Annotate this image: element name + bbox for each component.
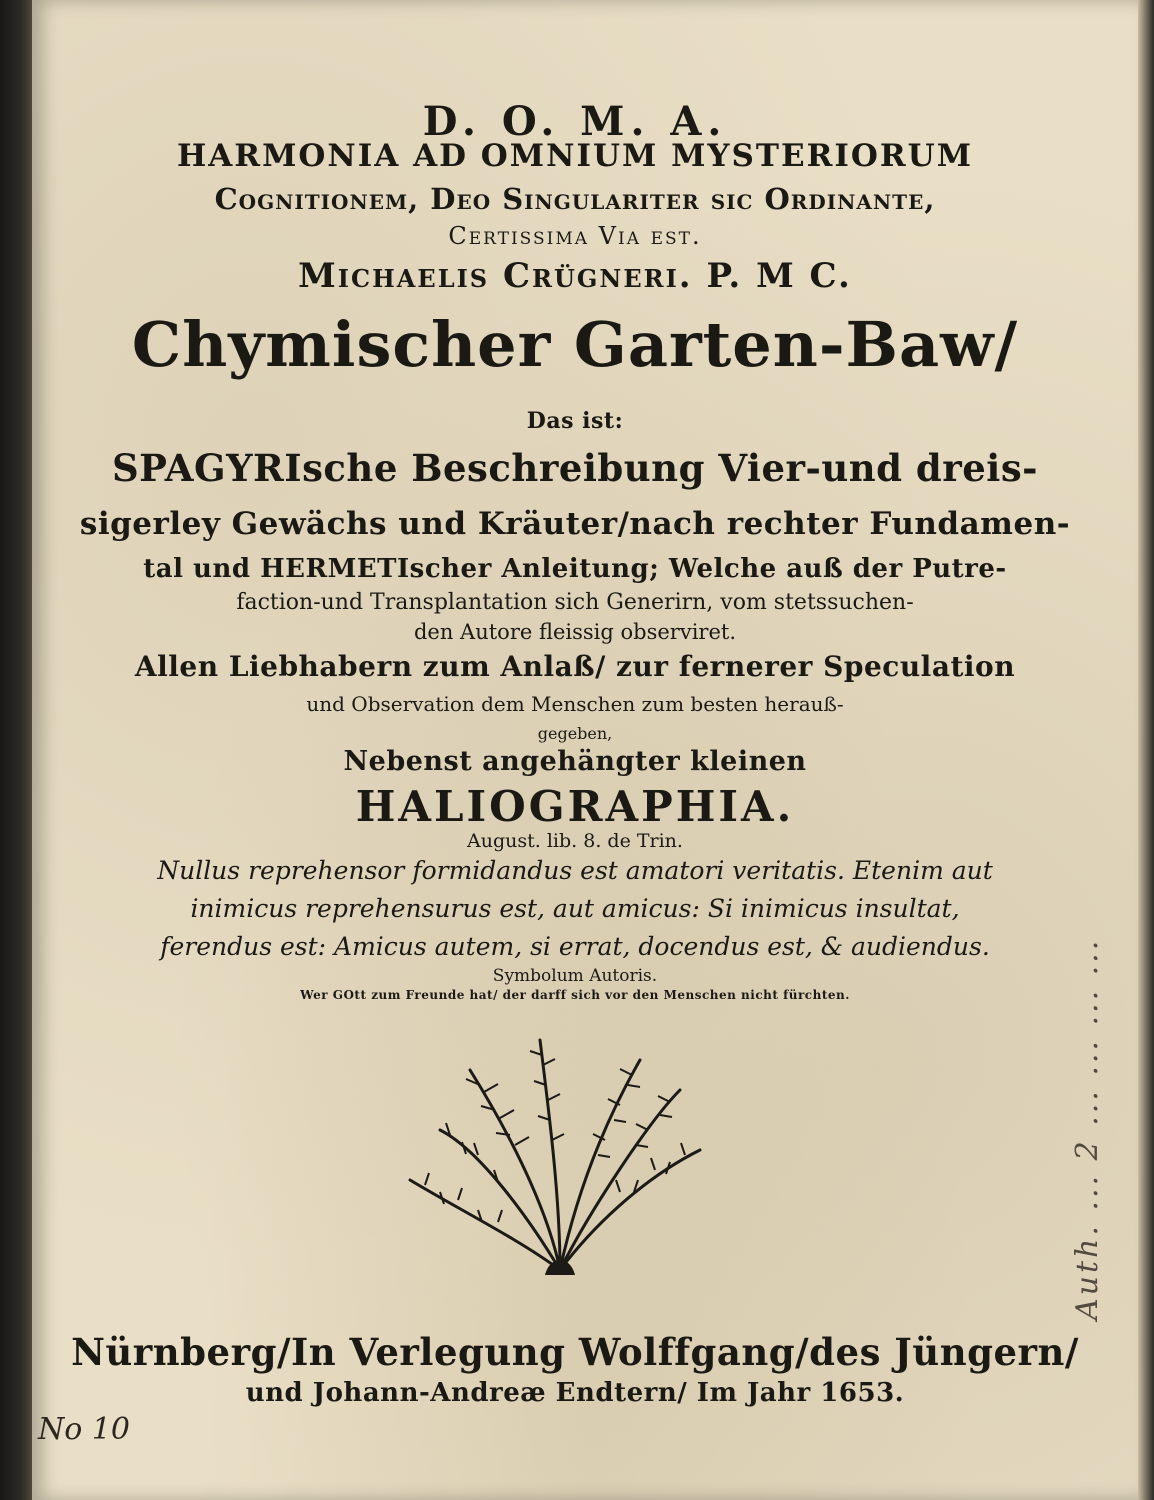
main-title: Chymischer Garten-Baw/ — [131, 308, 1019, 381]
das-ist-line: Das ist: — [526, 408, 624, 434]
haliographia-heading: HALIOGRAPHIA. — [355, 782, 795, 831]
shelf-mark: No 10 — [38, 1412, 131, 1447]
certissima-line: Certissima Via est. — [448, 222, 702, 250]
body-line-1: SPAGYRIsche Beschreibung Vier-und dreis- — [111, 446, 1039, 490]
body-line-8: gegeben, — [537, 724, 613, 743]
body-line-9: Nebenst angehängter kleinen — [343, 746, 807, 777]
author-line: Michaelis Crügneri. P. M C. — [298, 256, 852, 296]
body-line-4: faction-und Transplantation sich Generirn, vom stetssuchen- — [236, 590, 914, 615]
imprint-line-2: und Johann-Andreæ Endtern/ Im Jahr 1653. — [245, 1378, 905, 1408]
quote-line-1: Nullus reprehensor formidandus est amatori veritatis. Etenim aut — [157, 856, 993, 885]
body-line-6: Allen Liebhabern zum Anlaß/ zur fernerer Speculation — [134, 650, 1016, 683]
margin-note-text: Auth. ... 2 ... ... ... ... — [1070, 937, 1105, 1320]
body-line-5: den Autore fleissig observiret. — [413, 620, 736, 644]
handwritten-margin-note — [1070, 560, 1110, 1320]
motto-line: Wer GOtt zum Freunde hat/ der darff sich vor den Menschen nicht fürchten. — [300, 988, 850, 1002]
citation: August. lib. 8. de Trin. — [467, 830, 683, 852]
plant-woodcut-illustration — [400, 1030, 720, 1280]
body-line-3: tal und HERMETIscher Anleitung; Welche auß der Putre- — [143, 554, 1007, 584]
imprint-line-1: Nürnberg/In Verlegung Wolffgang/des Jüngern/ — [71, 1330, 1079, 1374]
harmonia-line: HARMONIA AD OMNIUM MYSTERIORUM — [176, 138, 974, 174]
body-line-2: sigerley Gewächs und Kräuter/nach rechter Fundamen- — [79, 506, 1071, 542]
quote-line-2: inimicus reprehensurus est, aut amicus: Si inimicus insultat, — [190, 894, 960, 923]
cognitionem-line: Cognitionem, Deo Singulariter sic Ordinante, — [214, 182, 936, 216]
symbolum-line: Symbolum Autoris. — [492, 966, 658, 986]
body-line-7: und Observation dem Menschen zum besten herauß- — [306, 692, 844, 716]
book-spine — [0, 0, 36, 1500]
page-edge — [1138, 0, 1154, 1500]
quote-line-3: ferendus est: Amicus autem, si errat, docendus est, & audiendus. — [160, 932, 990, 961]
dom-heading: D. O. M. A. — [422, 98, 728, 145]
